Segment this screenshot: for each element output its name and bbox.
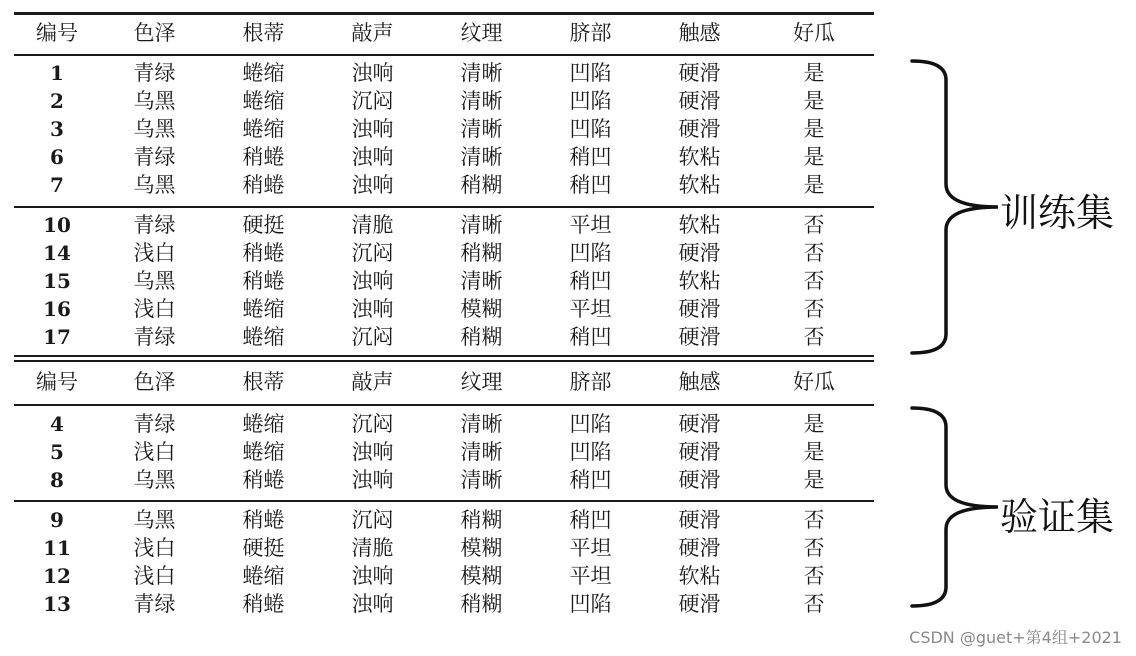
- table-row: [14, 410, 874, 438]
- table-cell: 凹陷: [569, 440, 612, 464]
- table-row: [14, 534, 874, 562]
- table-cell: 模糊: [460, 536, 503, 560]
- table-cell: 蜷缩: [242, 564, 285, 588]
- table-cell: 软粘: [678, 213, 721, 237]
- row-id-cell: 12: [43, 564, 71, 588]
- table-row: [14, 438, 874, 466]
- table-row: [14, 295, 874, 323]
- table-cell: 稍凹: [569, 145, 612, 169]
- table-cell: 青绿: [133, 325, 176, 349]
- row-id-cell: 7: [50, 173, 64, 197]
- table-cell: 浊响: [351, 592, 394, 616]
- table-cell: 清晰: [460, 440, 503, 464]
- table-cell: 浅白: [133, 241, 176, 265]
- table-cell: 稍蜷: [242, 508, 285, 532]
- table-cell: 稍糊: [460, 325, 503, 349]
- table-cell: 蜷缩: [242, 89, 285, 113]
- table-cell: 浊响: [351, 269, 394, 293]
- table-cell: 否: [803, 213, 825, 237]
- table-cell: 稍凹: [569, 468, 612, 492]
- row-id-cell: 3: [50, 117, 64, 141]
- table-cell: 稍蜷: [242, 592, 285, 616]
- table-row: [14, 239, 874, 267]
- watermark: CSDN @guet+第4组+2021: [909, 628, 1122, 647]
- double-rule-lower: [14, 360, 874, 362]
- row-id-cell: 13: [43, 592, 71, 616]
- table-row: [14, 267, 874, 295]
- table-cell: 稍蜷: [242, 145, 285, 169]
- training-brace: [904, 58, 1000, 356]
- header-cell: 脐部: [569, 21, 612, 45]
- header-cell: 好瓜: [793, 370, 835, 394]
- header-cell: 根蒂: [242, 21, 285, 45]
- table-cell: 硬滑: [678, 241, 721, 265]
- table-cell: 平坦: [569, 297, 612, 321]
- table-row: [14, 115, 874, 143]
- table-cell: 浊响: [351, 145, 394, 169]
- table-cell: 乌黑: [133, 508, 176, 532]
- table-cell: 是: [803, 468, 825, 492]
- table-cell: 软粘: [678, 145, 721, 169]
- table-header-row: [14, 368, 874, 396]
- table-row: [14, 466, 874, 494]
- table-cell: 是: [803, 145, 825, 169]
- table-cell: 稍糊: [460, 173, 503, 197]
- table-cell: 否: [803, 241, 825, 265]
- table-cell: 浊响: [351, 564, 394, 588]
- row-id-cell: 5: [50, 440, 64, 464]
- header-cell: 纹理: [460, 21, 503, 45]
- header-cell: 色泽: [133, 21, 176, 45]
- table-cell: 沉闷: [351, 241, 394, 265]
- table-cell: 否: [803, 564, 825, 588]
- row-id-cell: 8: [50, 468, 64, 492]
- table-cell: 是: [803, 61, 825, 85]
- table-cell: 乌黑: [133, 89, 176, 113]
- row-id-cell: 15: [43, 269, 71, 293]
- table-cell: 否: [803, 269, 825, 293]
- table-cell: 浅白: [133, 536, 176, 560]
- double-rule-upper: [14, 355, 874, 357]
- table-cell: 稍蜷: [242, 269, 285, 293]
- table-cell: 是: [803, 412, 825, 436]
- table-cell: 浊响: [351, 297, 394, 321]
- table-row: [14, 59, 874, 87]
- table-cell: 稍凹: [569, 269, 612, 293]
- validation-brace: [904, 405, 1000, 609]
- table-cell: 青绿: [133, 213, 176, 237]
- group-divider-rule: [14, 500, 874, 502]
- header-cell: 敲声: [351, 21, 394, 45]
- table-cell: 浊响: [351, 117, 394, 141]
- table-header-row: [14, 19, 874, 47]
- table-cell: 浅白: [133, 297, 176, 321]
- table-cell: 青绿: [133, 412, 176, 436]
- table-cell: 稍蜷: [242, 468, 285, 492]
- table-cell: 清脆: [351, 213, 394, 237]
- header-cell: 脐部: [569, 370, 612, 394]
- table-cell: 浊响: [351, 468, 394, 492]
- table-row: [14, 87, 874, 115]
- table-cell: 是: [803, 440, 825, 464]
- table-cell: 蜷缩: [242, 297, 285, 321]
- table-cell: 浊响: [351, 173, 394, 197]
- table-cell: 硬滑: [678, 412, 721, 436]
- table-cell: 乌黑: [133, 117, 176, 141]
- table-row: [14, 590, 874, 618]
- table-cell: 浅白: [133, 440, 176, 464]
- table-cell: 凹陷: [569, 241, 612, 265]
- table-cell: 凹陷: [569, 61, 612, 85]
- header-cell: 好瓜: [793, 21, 835, 45]
- table-cell: 浊响: [351, 61, 394, 85]
- table-cell: 沉闷: [351, 89, 394, 113]
- table-cell: 清晰: [460, 61, 503, 85]
- table-cell: 乌黑: [133, 468, 176, 492]
- table-cell: 清晰: [460, 412, 503, 436]
- table-cell: 是: [803, 173, 825, 197]
- table-row: [14, 506, 874, 534]
- header-cell: 触感: [678, 21, 721, 45]
- table-cell: 沉闷: [351, 508, 394, 532]
- header-cell: 色泽: [133, 370, 176, 394]
- row-id-cell: 6: [50, 145, 64, 169]
- table-cell: 硬滑: [678, 325, 721, 349]
- table-cell: 否: [803, 297, 825, 321]
- table-cell: 青绿: [133, 592, 176, 616]
- table-cell: 否: [803, 325, 825, 349]
- table-row: [14, 143, 874, 171]
- table-cell: 青绿: [133, 145, 176, 169]
- row-id-cell: 9: [50, 508, 64, 532]
- table-cell: 沉闷: [351, 412, 394, 436]
- table-cell: 软粘: [678, 269, 721, 293]
- table-cell: 模糊: [460, 297, 503, 321]
- header-rule: [14, 54, 874, 56]
- table-cell: 硬滑: [678, 117, 721, 141]
- row-id-cell: 2: [50, 89, 64, 113]
- row-id-cell: 11: [43, 536, 71, 560]
- table-cell: 硬滑: [678, 440, 721, 464]
- table-cell: 清晰: [460, 269, 503, 293]
- table-cell: 蜷缩: [242, 117, 285, 141]
- header-cell: 敲声: [351, 370, 394, 394]
- table-cell: 硬挺: [242, 536, 285, 560]
- table-cell: 硬滑: [678, 592, 721, 616]
- header-cell: 根蒂: [242, 370, 285, 394]
- table-cell: 乌黑: [133, 269, 176, 293]
- table-cell: 硬滑: [678, 536, 721, 560]
- table-cell: 否: [803, 536, 825, 560]
- header-rule: [14, 404, 874, 406]
- table-cell: 否: [803, 508, 825, 532]
- table-row: [14, 171, 874, 199]
- table-top-rule: [14, 12, 874, 15]
- table-cell: 清晰: [460, 468, 503, 492]
- table-cell: 蜷缩: [242, 325, 285, 349]
- row-id-cell: 14: [43, 241, 71, 265]
- table-cell: 软粘: [678, 173, 721, 197]
- table-cell: 硬滑: [678, 508, 721, 532]
- table-cell: 清脆: [351, 536, 394, 560]
- table-row: [14, 562, 874, 590]
- table-cell: 凹陷: [569, 117, 612, 141]
- table-cell: 平坦: [569, 536, 612, 560]
- table-cell: 稍糊: [460, 592, 503, 616]
- table-cell: 沉闷: [351, 325, 394, 349]
- table-cell: 硬滑: [678, 61, 721, 85]
- row-id-cell: 1: [50, 61, 64, 85]
- header-cell: 编号: [36, 21, 78, 45]
- table-cell: 清晰: [460, 213, 503, 237]
- table-cell: 稍凹: [569, 173, 612, 197]
- training-set-label: 训练集: [1000, 191, 1115, 235]
- table-row: [14, 323, 874, 351]
- row-id-cell: 17: [43, 325, 71, 349]
- table-cell: 清晰: [460, 89, 503, 113]
- table-cell: 乌黑: [133, 173, 176, 197]
- table-cell: 硬滑: [678, 468, 721, 492]
- table-cell: 蜷缩: [242, 412, 285, 436]
- table-cell: 青绿: [133, 61, 176, 85]
- row-id-cell: 16: [43, 297, 71, 321]
- header-cell: 编号: [36, 370, 78, 394]
- table-cell: 清晰: [460, 117, 503, 141]
- table-cell: 否: [803, 592, 825, 616]
- table-cell: 稍蜷: [242, 173, 285, 197]
- validation-set-label: 验证集: [1000, 495, 1115, 539]
- table-cell: 稍蜷: [242, 241, 285, 265]
- table-cell: 稍凹: [569, 325, 612, 349]
- group-divider-rule: [14, 206, 874, 208]
- table-cell: 蜷缩: [242, 61, 285, 85]
- table-cell: 浊响: [351, 440, 394, 464]
- table-cell: 模糊: [460, 564, 503, 588]
- table-cell: 凹陷: [569, 412, 612, 436]
- table-cell: 凹陷: [569, 89, 612, 113]
- table-cell: 稍凹: [569, 508, 612, 532]
- table-cell: 硬挺: [242, 213, 285, 237]
- table-cell: 清晰: [460, 145, 503, 169]
- table-cell: 稍糊: [460, 241, 503, 265]
- row-id-cell: 4: [50, 412, 64, 436]
- header-cell: 触感: [678, 370, 721, 394]
- table-cell: 是: [803, 89, 825, 113]
- header-cell: 纹理: [460, 370, 503, 394]
- table-row: [14, 211, 874, 239]
- row-id-cell: 10: [43, 213, 71, 237]
- table-cell: 硬滑: [678, 89, 721, 113]
- table-cell: 硬滑: [678, 297, 721, 321]
- table-cell: 平坦: [569, 213, 612, 237]
- table-cell: 平坦: [569, 564, 612, 588]
- table-cell: 凹陷: [569, 592, 612, 616]
- table-cell: 是: [803, 117, 825, 141]
- table-cell: 稍糊: [460, 508, 503, 532]
- table-cell: 浅白: [133, 564, 176, 588]
- table-cell: 软粘: [678, 564, 721, 588]
- table-cell: 蜷缩: [242, 440, 285, 464]
